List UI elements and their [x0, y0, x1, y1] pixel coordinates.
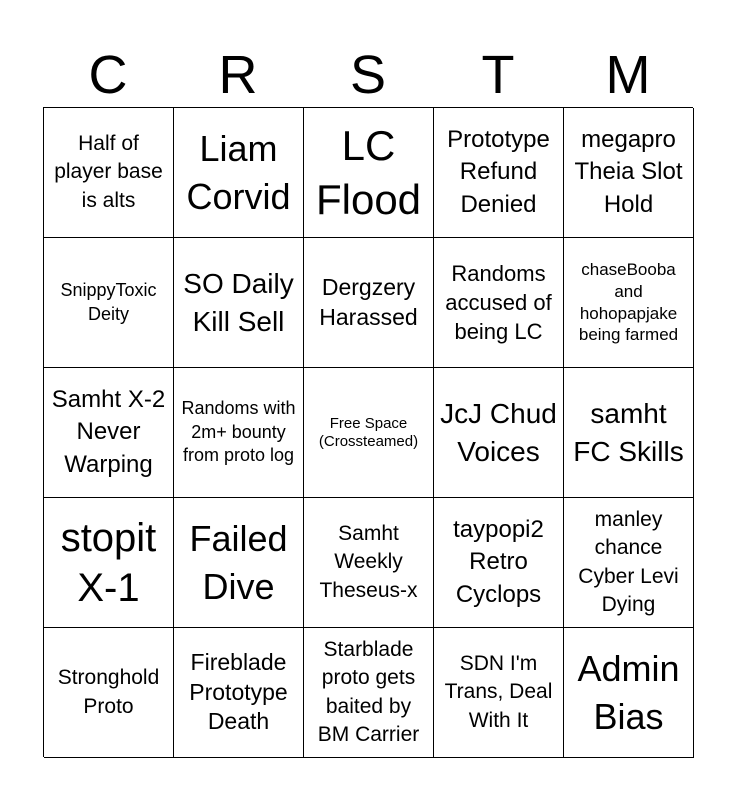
bingo-cell-r2-c4[interactable]	[564, 368, 694, 498]
bingo-cell-r0-c0[interactable]	[44, 108, 174, 238]
cell-text: Failed Dive	[189, 517, 288, 607]
cell-text: SDN I'm Trans, Deal With It	[444, 651, 553, 732]
bingo-header	[43, 44, 693, 106]
bingo-cell-r1-c1[interactable]	[174, 238, 304, 368]
header-letter-t: T	[481, 45, 515, 105]
cell-text: Randoms accused of being LC	[445, 260, 552, 345]
bingo-cell-r0-c1[interactable]	[174, 108, 304, 238]
cell-text: Admin Bias	[577, 647, 680, 737]
cell-text: Fireblade Prototype Death	[189, 648, 288, 735]
bingo-cell-r1-c3[interactable]	[434, 238, 564, 368]
bingo-cell-r1-c0[interactable]	[44, 238, 174, 368]
bingo-cell-r0-c4[interactable]	[564, 108, 694, 238]
header-letter-s: S	[349, 45, 387, 105]
bingo-cell-r2-c2[interactable]	[304, 368, 434, 498]
bingo-cell-r0-c2[interactable]	[304, 108, 434, 238]
cell-text: JcJ Chud Voices	[440, 397, 557, 467]
cell-text: Liam Corvid	[186, 127, 291, 217]
bingo-cell-r4-c4[interactable]	[564, 628, 694, 758]
cell-text: taypopi2 Retro Cyclops	[453, 515, 544, 608]
bingo-cell-r3-c1[interactable]	[174, 498, 304, 628]
cell-text: Samht Weekly Theseus-x	[319, 521, 418, 602]
cell-text: Samht X-2 Never Warping	[51, 385, 166, 478]
bingo-cell-r4-c1[interactable]	[174, 628, 304, 758]
cell-text: Randoms with 2m+ bounty from proto log	[181, 398, 296, 466]
bingo-cell-r2-c0[interactable]	[44, 368, 174, 498]
cell-text: samht FC Skills	[573, 397, 684, 467]
cell-text free-space: Free Space (Crossteamed)	[318, 414, 419, 450]
cell-text: manley chance Cyber Levi Dying	[578, 507, 679, 616]
bingo-cell-r2-c3[interactable]	[434, 368, 564, 498]
cell-text: Half of player base is alts	[54, 131, 163, 212]
bingo-cell-r4-c0[interactable]	[44, 628, 174, 758]
cell-text: Stronghold Proto	[57, 666, 160, 718]
cell-text: stopit X-1	[60, 515, 157, 610]
bingo-cell-r3-c0[interactable]	[44, 498, 174, 628]
cell-text: Prototype Refund Denied	[447, 125, 550, 218]
cell-text: LC Flood	[315, 121, 422, 223]
bingo-cell-r4-c2[interactable]	[304, 628, 434, 758]
cell-text: Dergzery Harassed	[319, 273, 418, 330]
header-letter-m: M	[605, 45, 651, 105]
bingo-cell-r3-c2[interactable]	[304, 498, 434, 628]
header-letter-r: R	[218, 45, 258, 105]
cell-text: SO Daily Kill Sell	[183, 267, 294, 337]
bingo-cell-r1-c2[interactable]	[304, 238, 434, 368]
cell-text: chaseBooba and hohopapjake being farmed	[578, 260, 679, 345]
bingo-cell-r2-c1[interactable]	[174, 368, 304, 498]
bingo-board	[43, 107, 693, 757]
bingo-cell-r3-c3[interactable]	[434, 498, 564, 628]
header-letter-c: C	[88, 45, 128, 105]
bingo-cell-r3-c4[interactable]	[564, 498, 694, 628]
bingo-cell-r4-c3[interactable]	[434, 628, 564, 758]
cell-text: SnippyToxic Deity	[60, 280, 157, 324]
bingo-cell-r0-c3[interactable]	[434, 108, 564, 238]
bingo-cell-r1-c4[interactable]	[564, 238, 694, 368]
cell-text: Starblade proto gets baited by BM Carrier	[317, 637, 420, 746]
cell-text: megapro Theia Slot Hold	[574, 125, 683, 218]
